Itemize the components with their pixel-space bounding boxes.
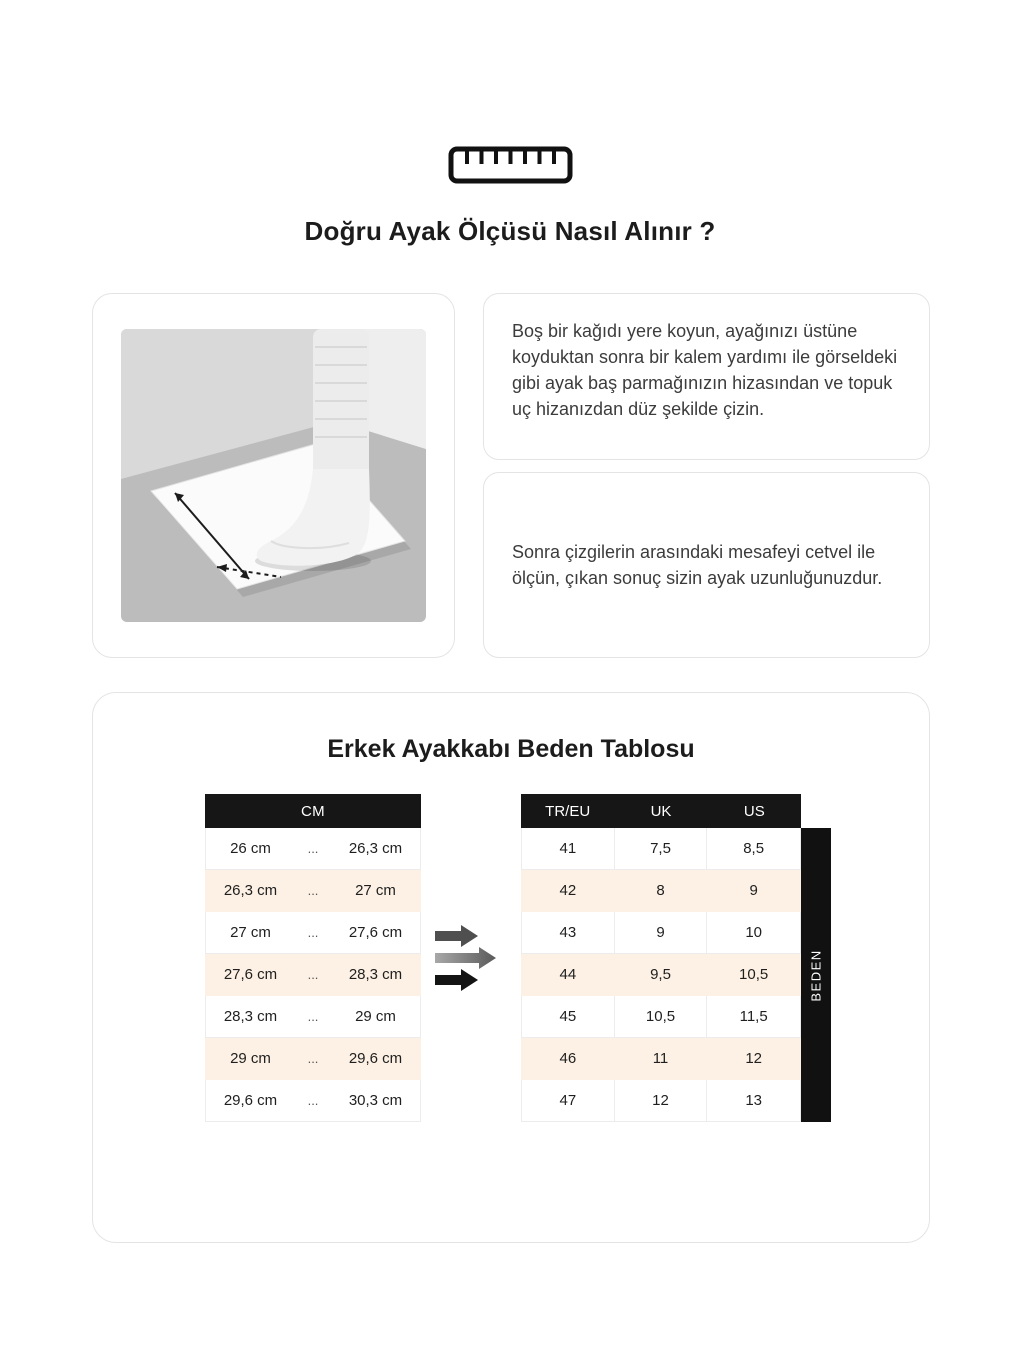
- range-dots: ...: [307, 841, 319, 856]
- instructions-section: [92, 293, 930, 658]
- cm-from: 26,3 cm: [223, 882, 278, 899]
- range-dots: ...: [307, 1093, 319, 1108]
- conversion-table-row: [521, 1038, 801, 1080]
- size-uk: 9,5: [650, 966, 671, 983]
- conversion-table-header: [521, 794, 801, 828]
- instruction-step-2: [483, 472, 930, 658]
- size-us: 13: [745, 1092, 762, 1109]
- cm-table-row: [205, 1080, 421, 1122]
- size-uk: 8: [656, 882, 665, 899]
- transfer-arrows-icon: [421, 925, 521, 991]
- beden-label-text: BEDEN: [808, 948, 824, 1002]
- size-chart-card: [92, 692, 930, 1243]
- size-chart-tables: [93, 794, 929, 1122]
- header-us: US: [743, 802, 765, 820]
- size-tr-eu: 43: [522, 912, 615, 953]
- conversion-table-row: [521, 912, 801, 954]
- cm-from: 27 cm: [230, 924, 271, 941]
- cm-from: 26 cm: [230, 840, 271, 857]
- size-us: 9: [749, 882, 758, 899]
- header-uk: UK: [650, 802, 672, 820]
- size-chart-title: Erkek Ayakkabı Beden Tablosu: [327, 735, 695, 763]
- foot-measurement-photo: [121, 329, 426, 622]
- range-dots: ...: [307, 967, 319, 982]
- size-us: 8,5: [743, 840, 765, 857]
- cm-table-row: [205, 870, 421, 912]
- cm-from: 27,6 cm: [223, 966, 278, 983]
- size-uk: 12: [615, 1080, 708, 1121]
- conversion-table-row: [521, 870, 801, 912]
- size-us: 10: [745, 924, 762, 941]
- cm-to: 27,6 cm: [348, 924, 403, 941]
- size-tr-eu: 46: [559, 1050, 577, 1067]
- conversion-table-row: [521, 996, 801, 1038]
- ruler-icon: [0, 146, 1020, 184]
- cm-from: 29,6 cm: [223, 1092, 278, 1109]
- cm-table-header: CM: [205, 794, 421, 828]
- page-title: Doğru Ayak Ölçüsü Nasıl Alınır ?: [304, 216, 716, 246]
- size-uk: 11: [652, 1050, 669, 1067]
- size-tr-eu: 42: [559, 882, 577, 899]
- size-tr-eu: 45: [522, 996, 615, 1037]
- size-tr-eu: 44: [559, 966, 577, 983]
- cm-table-row: [205, 828, 421, 870]
- cm-table-row: [205, 1038, 421, 1080]
- instruction-steps: [483, 293, 930, 658]
- range-dots: ...: [307, 883, 319, 898]
- conversion-table-row: [521, 1080, 801, 1122]
- cm-table-row: [205, 912, 421, 954]
- conversion-table-row: [521, 828, 801, 870]
- cm-from: 29 cm: [230, 1050, 271, 1067]
- range-dots: ...: [307, 925, 319, 940]
- cm-to: 29 cm: [355, 1008, 396, 1025]
- size-tr-eu: 41: [522, 828, 615, 869]
- instruction-step-2-text: Sonra çizgilerin arasındaki mesafeyi cetvel ile ölçün, çıkan sonuç sizin ayak uzunluğunuzdur.: [512, 541, 883, 588]
- cm-to: 26,3 cm: [348, 840, 403, 857]
- instruction-step-1: [483, 293, 930, 460]
- size-tr-eu: 47: [522, 1080, 615, 1121]
- foot-measurement-photo-card: [92, 293, 455, 658]
- conversion-table-row: [521, 954, 801, 996]
- conversion-table-wrap: [521, 794, 831, 1122]
- cm-table: [205, 794, 421, 1122]
- conversion-table: [521, 794, 801, 1122]
- cm-to: 27 cm: [355, 882, 396, 899]
- range-dots: ...: [307, 1009, 319, 1024]
- cm-from: 28,3 cm: [223, 1008, 278, 1025]
- size-uk: 10,5: [615, 996, 708, 1037]
- range-dots: ...: [307, 1051, 319, 1066]
- cm-to: 30,3 cm: [348, 1092, 403, 1109]
- cm-table-row: [205, 996, 421, 1038]
- size-us: 11,5: [739, 1008, 768, 1025]
- size-us: 10,5: [739, 966, 769, 983]
- cm-table-row: [205, 954, 421, 996]
- header-tr-eu: TR/EU: [545, 802, 591, 820]
- instruction-step-1-text: Boş bir kağıdı yere koyun, ayağınızı üstüne koyduktan sonra bir kalem yardımı ile görseldeki gibi ayak baş parmağınızın hizasından ve topuk uç hizanızdan düz şekilde çizin.: [512, 321, 898, 420]
- size-uk: 7,5: [615, 828, 708, 869]
- beden-vertical-label: [801, 828, 831, 1122]
- size-us: 12: [745, 1050, 762, 1067]
- size-uk: 9: [615, 912, 708, 953]
- cm-to: 28,3 cm: [348, 966, 403, 983]
- cm-to: 29,6 cm: [348, 1050, 403, 1067]
